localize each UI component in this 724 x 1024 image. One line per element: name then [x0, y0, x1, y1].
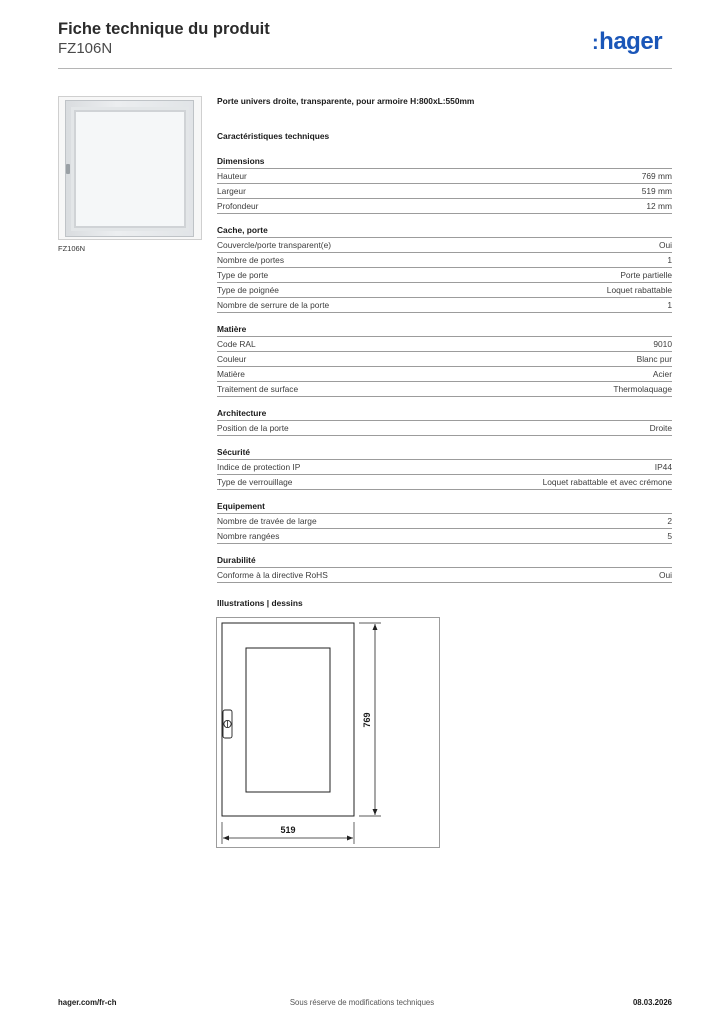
spec-label: Profondeur	[217, 201, 259, 211]
spec-group-title: Sécurité	[217, 445, 672, 460]
header-divider	[58, 68, 672, 69]
door-handle	[66, 164, 70, 174]
footer-date: 08.03.2026	[632, 998, 672, 1007]
spec-group-title: Equipement	[217, 499, 672, 514]
spec-value: IP44	[654, 462, 672, 472]
spec-value: 1	[667, 255, 672, 265]
spec-label: Nombre de portes	[217, 255, 285, 265]
door-picture	[65, 100, 194, 237]
spec-value: Thermolaquage	[613, 384, 672, 394]
spec-group	[217, 553, 672, 583]
spec-label: Nombre rangées	[217, 531, 280, 541]
spec-row	[217, 529, 672, 544]
width-label: 519	[280, 825, 296, 835]
spec-row	[217, 352, 672, 367]
product-code: FZ106N	[58, 40, 113, 57]
spec-value: Porte partielle	[620, 270, 672, 280]
spec-row	[217, 382, 672, 397]
spec-label: Matière	[217, 369, 245, 379]
door-outline	[222, 623, 354, 816]
spec-group	[217, 499, 672, 544]
spec-row	[217, 514, 672, 529]
door-technical-drawing	[217, 618, 439, 847]
spec-row	[217, 184, 672, 199]
spec-row	[217, 169, 672, 184]
product-description: Porte univers droite, transparente, pour armoire H:800xL:550mm	[217, 96, 475, 106]
spec-groups	[217, 154, 672, 592]
spec-label: Nombre de travée de large	[217, 516, 317, 526]
spec-row	[217, 283, 672, 298]
spec-row	[217, 421, 672, 436]
spec-value: Oui	[658, 570, 672, 580]
spec-row	[217, 199, 672, 214]
spec-label: Couleur	[217, 354, 247, 364]
height-arrow-top	[373, 624, 378, 630]
window-outline	[246, 648, 330, 792]
product-image	[58, 96, 202, 240]
door-glass	[74, 110, 186, 228]
spec-row	[217, 367, 672, 382]
illustrations-title: Illustrations | dessins	[217, 598, 303, 608]
spec-value: 769 mm	[641, 171, 672, 181]
spec-group-title: Matière	[217, 322, 672, 337]
height-arrow-bottom	[373, 809, 378, 815]
logo-text: hager	[599, 28, 663, 55]
spec-row	[217, 475, 672, 490]
spec-value: Acier	[652, 369, 672, 379]
footer-website-link[interactable]: hager.com/fr-ch	[58, 998, 117, 1007]
spec-label: Type de poignée	[217, 285, 279, 295]
spec-label: Traitement de surface	[217, 384, 299, 394]
spec-value: 519 mm	[641, 186, 672, 196]
spec-group	[217, 406, 672, 436]
width-arrow-left	[223, 836, 229, 841]
spec-label: Hauteur	[217, 171, 247, 181]
spec-group-title: Architecture	[217, 406, 672, 421]
spec-label: Type de verrouillage	[217, 477, 293, 487]
spec-value: Loquet rabattable et avec crémone	[542, 477, 672, 487]
spec-row	[217, 460, 672, 475]
hager-logo[interactable]	[592, 28, 662, 56]
width-arrow-right	[347, 836, 353, 841]
spec-group	[217, 154, 672, 214]
spec-label: Largeur	[217, 186, 246, 196]
illustration-drawing	[216, 617, 440, 848]
product-image-caption: FZ106N	[58, 244, 86, 253]
footer-notice: Sous réserve de modifications techniques	[289, 998, 435, 1007]
spec-value: Droite	[649, 423, 672, 433]
spec-label: Indice de protection IP	[217, 462, 301, 472]
logo-dots: :	[592, 32, 599, 54]
spec-group	[217, 445, 672, 490]
spec-row	[217, 253, 672, 268]
spec-value: Loquet rabattable	[606, 285, 672, 295]
spec-value: 5	[667, 531, 672, 541]
spec-row	[217, 568, 672, 583]
specs-title: Caractéristiques techniques	[217, 131, 330, 141]
spec-label: Type de porte	[217, 270, 269, 280]
spec-group-title: Durabilité	[217, 553, 672, 568]
spec-value: 12 mm	[646, 201, 672, 211]
spec-group-title: Dimensions	[217, 154, 672, 169]
spec-row	[217, 298, 672, 313]
spec-label: Couvercle/porte transparent(e)	[217, 240, 332, 250]
spec-group	[217, 322, 672, 397]
spec-group-title: Cache, porte	[217, 223, 672, 238]
spec-label: Nombre de serrure de la porte	[217, 300, 330, 310]
spec-row	[217, 337, 672, 352]
spec-value: 1	[667, 300, 672, 310]
spec-row	[217, 268, 672, 283]
spec-value: 2	[667, 516, 672, 526]
spec-value: 9010	[653, 339, 672, 349]
spec-row	[217, 238, 672, 253]
height-label: 769	[362, 712, 372, 728]
spec-label: Conforme à la directive RoHS	[217, 570, 328, 580]
spec-label: Code RAL	[217, 339, 256, 349]
page-title: Fiche technique du produit	[58, 20, 270, 38]
spec-group	[217, 223, 672, 313]
spec-value: Oui	[658, 240, 672, 250]
spec-value: Blanc pur	[636, 354, 672, 364]
spec-label: Position de la porte	[217, 423, 289, 433]
